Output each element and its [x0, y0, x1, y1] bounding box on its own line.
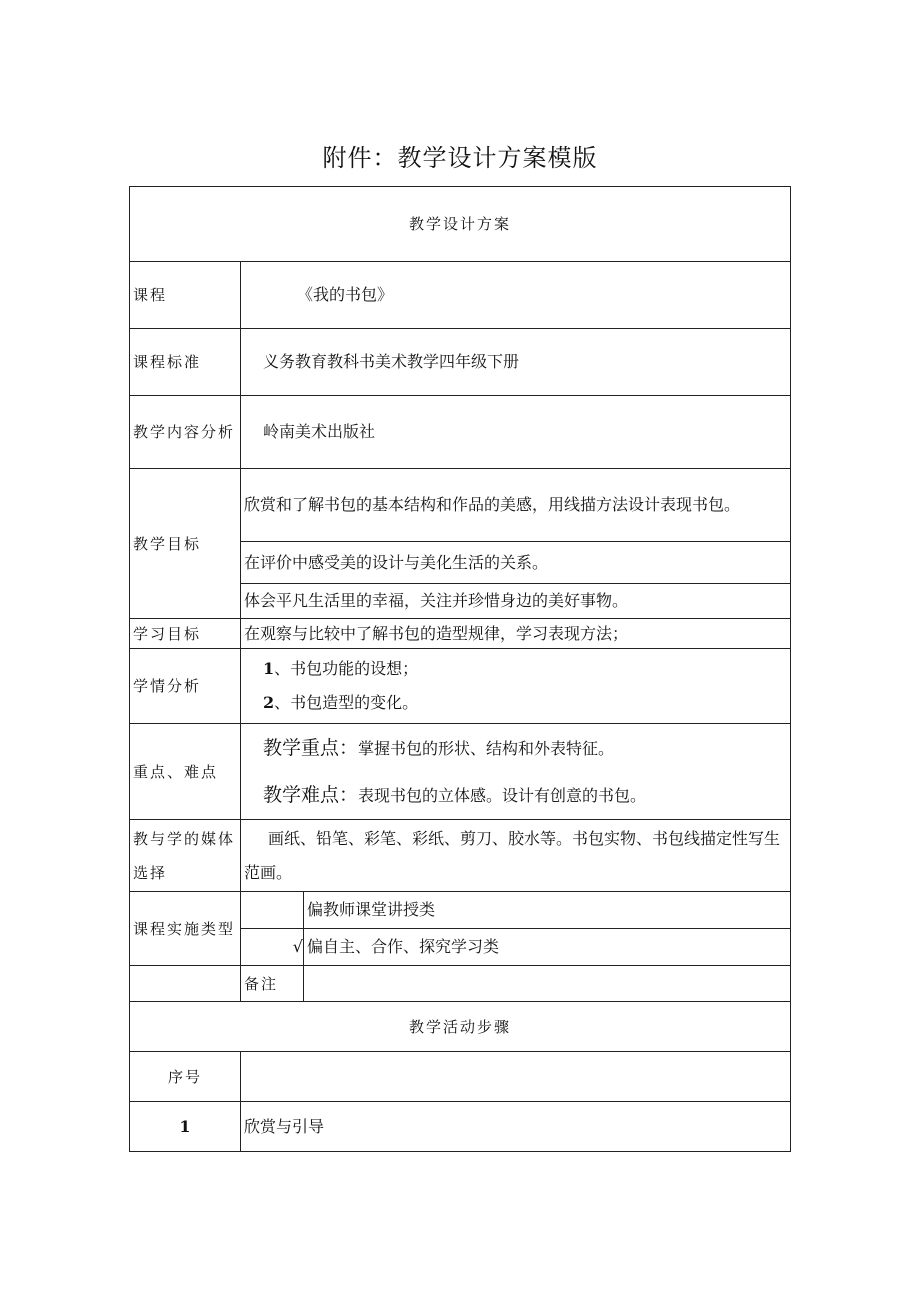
seq-content [241, 1052, 791, 1102]
media-label: 教与学的媒体选择 [130, 820, 241, 892]
step-title: 欣赏与引导 [241, 1102, 791, 1152]
key-point: 教学重点：掌握书包的形状、结构和外表特征。 [263, 736, 615, 759]
media-value: 画纸、铅笔、彩笔、彩纸、剪刀、胶水等。书包实物、书包线描定性写生范画。 [241, 820, 791, 892]
key-points [241, 724, 791, 820]
type-mark [241, 892, 304, 929]
learning-label: 学习目标 [130, 619, 241, 649]
goal-item: 欣赏和了解书包的基本结构和作品的美感，用线描方法设计表现书包。 [241, 469, 791, 542]
goal-item: 在评价中感受美的设计与美化生活的关系。 [241, 542, 791, 584]
standard-label: 课程标准 [130, 329, 241, 396]
page-title: 附件：教学设计方案模版 [322, 144, 598, 172]
type-option: 偏自主、合作、探究学习类 [304, 929, 791, 966]
remark-value [304, 966, 791, 1002]
seq-label: 序号 [130, 1052, 241, 1102]
goal-item: 体会平凡生活里的幸福，关注并珍惜身边的美好事物。 [241, 584, 791, 619]
content-value: 岭南美术出版社 [241, 396, 791, 469]
step-number: 1 [130, 1102, 241, 1152]
key-label: 重点、难点 [130, 724, 241, 820]
analysis-list [241, 649, 791, 724]
goals-label: 教学目标 [130, 469, 241, 619]
course-value: 《我的书包》 [241, 262, 791, 329]
analysis-item: 2、书包造型的变化。 [263, 693, 419, 712]
lesson-plan-table [129, 186, 791, 1152]
type-option: 偏教师课堂讲授类 [304, 892, 791, 929]
type-label: 课程实施类型 [130, 892, 241, 966]
course-label: 课程 [130, 262, 241, 329]
remark-label: 备注 [241, 966, 304, 1002]
analysis-item: 1、书包功能的设想； [263, 659, 419, 678]
steps-header: 教学活动步骤 [130, 1002, 791, 1052]
learning-value: 在观察与比较中了解书包的造型规律，学习表现方法； [241, 619, 791, 649]
content-label: 教学内容分析 [130, 396, 241, 469]
analysis-label: 学情分析 [130, 649, 241, 724]
checkmark: √ [241, 929, 304, 966]
table-header: 教学设计方案 [130, 187, 791, 262]
standard-value: 义务教育教科书美术教学四年级下册 [241, 329, 791, 396]
difficult-point: 教学难点：表现书包的立体感。设计有创意的书包。 [263, 783, 647, 806]
